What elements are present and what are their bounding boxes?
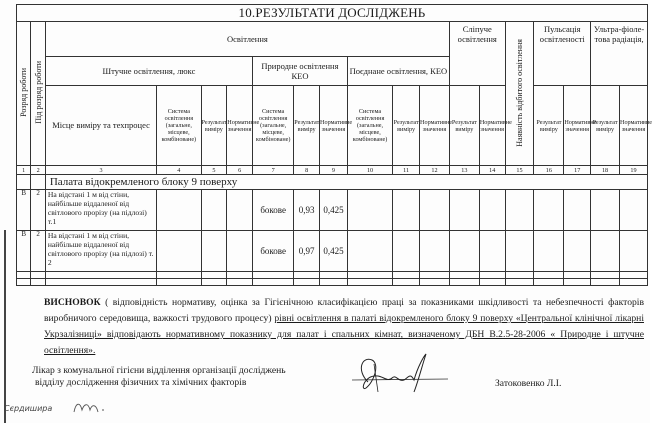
table-row xyxy=(17,231,648,272)
norm-art-header: Нормативне значення xyxy=(227,86,253,166)
col-num: 19 xyxy=(619,166,647,175)
combined-header: Поєднане освітлення, КЕО xyxy=(347,57,449,86)
norm-glare-header: Нормативне значення xyxy=(479,86,505,166)
col-num: 15 xyxy=(505,166,534,175)
uv-header: Ультра-фіоле-това радіація, xyxy=(591,22,648,86)
col-num: 10 xyxy=(347,166,392,175)
position-line-1: Лікар з комунальної гігієни відділення організації досліджень xyxy=(32,365,286,376)
col-num: 13 xyxy=(449,166,479,175)
place-cell: На відстані 1 м від стіни, найбільше віддаленої від світлового прорізу (на підлозі) т. 2 xyxy=(45,231,156,272)
natural-header: Природне освітлення КЕО xyxy=(253,57,348,86)
place-header: Місце виміру та техпроцес xyxy=(45,86,156,166)
col-num: 5 xyxy=(201,166,227,175)
signatory-position xyxy=(32,365,286,389)
empty-row xyxy=(17,272,648,279)
res-art-header: Результат виміру xyxy=(201,86,227,166)
rank-cell: В xyxy=(17,190,31,231)
lighting-header: Освітлення xyxy=(45,22,449,57)
conclusion-label: ВИСНОВОК xyxy=(44,297,101,308)
norm-nat-header: Нормативне значення xyxy=(320,86,348,166)
system-cell: бокове xyxy=(253,231,294,272)
norm-uv-header: Нормативне значення xyxy=(619,86,647,166)
table-row xyxy=(17,190,648,231)
result-cell: 0,97 xyxy=(294,231,320,272)
table-title: 10.РЕЗУЛЬТАТИ ДОСЛІДЖЕНЬ xyxy=(17,5,648,22)
sys-comb-header: Система освітлення (загальне, місцеве, комбіноване) xyxy=(347,86,392,166)
artificial-header: Штучне освітлення, люкс xyxy=(45,57,252,86)
col-num: 8 xyxy=(294,166,320,175)
initials-scribble xyxy=(70,398,110,418)
margin-rule xyxy=(4,230,6,423)
position-line-2: відділу дослідження фізичних та хімічних факторів xyxy=(35,377,247,388)
system-cell: бокове xyxy=(253,190,294,231)
col-num: 9 xyxy=(320,166,348,175)
col-num: 4 xyxy=(157,166,201,175)
rank-cell: В xyxy=(17,231,31,272)
res-glare-header: Результат виміру xyxy=(449,86,479,166)
place-cell: На відстані 1 м від стіни, найбільше віддаленої від світлового прорізу (на підлозі) т.1 xyxy=(45,190,156,231)
sys-art-header: Система освітлення (загальне, місцеве, комбіноване) xyxy=(157,86,201,166)
conclusion-text: рівні освітлення в палаті відокремленого блоку 9 поверху «Центральної клінічної лікарні Укрзалізниці» відповідають нормативному показнику для палат і спальних кімнат, визначеному ДБН В.2.5-28-2006 « Природне і штучне освітлення». xyxy=(44,313,644,356)
res-puls-header: Результат виміру xyxy=(534,86,564,166)
results-table xyxy=(16,4,652,286)
col-num: 2 xyxy=(31,166,45,175)
empty-row xyxy=(17,279,648,286)
result-cell: 0,93 xyxy=(294,190,320,231)
col-num: 6 xyxy=(227,166,253,175)
norm-cell: 0,425 xyxy=(320,190,348,231)
handwritten-signature xyxy=(348,352,458,402)
conclusion-paragraph xyxy=(44,295,644,359)
subrank-cell: 2 xyxy=(31,231,45,272)
norm-comb-header: Нормативне значення xyxy=(420,86,450,166)
col-num: 1 xyxy=(17,166,31,175)
conclusion-note: ( відповідність нормативу, оцінка за Гігієнічною класифікацією праці за показниками шкідливості та небезпечності факторів виробничого середовища, важкості трудового процесу) xyxy=(44,297,644,324)
pulsation-header: Пульсація освітленості xyxy=(534,22,591,86)
rank-header: Розряд роботи xyxy=(17,22,31,166)
col-num: 17 xyxy=(564,166,591,175)
res-comb-header: Результат виміру xyxy=(393,86,420,166)
sys-nat-header: Система освітлення (загальне, місцеве, комбіноване) xyxy=(253,86,294,166)
subrank-cell: 2 xyxy=(31,190,45,231)
col-num: 18 xyxy=(591,166,620,175)
col-num: 16 xyxy=(534,166,564,175)
col-num: 14 xyxy=(479,166,505,175)
glare-header: Сліпуче освітлення xyxy=(449,22,505,86)
section-title: Палата відокремленого блоку 9 поверху xyxy=(45,175,647,190)
res-nat-header: Результат виміру xyxy=(294,86,320,166)
handwritten-note: Сєрдишира xyxy=(4,404,53,413)
norm-puls-header: Нормативне значення xyxy=(564,86,591,166)
res-uv-header: Результат виміру xyxy=(591,86,620,166)
norm-cell: 0,425 xyxy=(320,231,348,272)
col-num: 12 xyxy=(420,166,450,175)
col-num: 11 xyxy=(393,166,420,175)
subrank-header: Під розряд роботи xyxy=(31,22,45,166)
signatory-name: Затоковенко Л.І. xyxy=(495,378,562,389)
col-num: 3 xyxy=(45,166,156,175)
column-number-row xyxy=(17,166,648,175)
col-num: 7 xyxy=(253,166,294,175)
reflected-header: Наявність відбитого освітлення xyxy=(505,22,534,166)
